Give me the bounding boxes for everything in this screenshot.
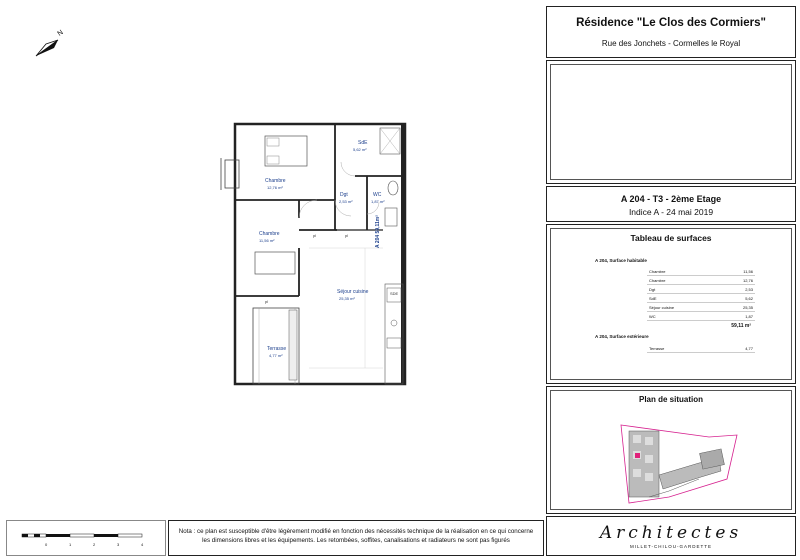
row-room: WC <box>647 312 720 321</box>
lot-block <box>546 186 796 222</box>
unit-side-label: A 204 59,11m² <box>375 215 381 248</box>
row-area: 5,62 <box>720 294 755 303</box>
surfaces-panel-inner <box>550 228 792 380</box>
exterior-table <box>647 344 755 353</box>
architect-logo: Architectes <box>599 523 743 543</box>
table-row <box>647 276 755 285</box>
architect-panel <box>546 516 796 556</box>
room-label-terrasse: Terrasse <box>267 346 287 352</box>
architect-subtitle: MILLET-CHILOU-GARDETTE <box>629 544 712 549</box>
row-room: Chambre <box>647 276 720 285</box>
room-area-chambre-1: 12,76 m² <box>267 185 283 190</box>
room-area-sde: 5,62 m² <box>353 147 367 152</box>
fixture-label-sde: SDE <box>390 291 399 296</box>
north-label: N <box>56 29 65 38</box>
row-room: Dgt <box>647 285 720 294</box>
row-area: 12,76 <box>720 276 755 285</box>
fixture-label-pl-1: pl <box>313 233 317 238</box>
table-row <box>647 344 755 353</box>
table-row <box>647 312 755 321</box>
floor-plan-drawing <box>215 118 415 393</box>
table-row <box>647 267 755 276</box>
surface-total: 59,11 m² <box>731 323 751 329</box>
scale-tick-1: 1 <box>69 542 72 547</box>
table-row <box>647 285 755 294</box>
blank-panel-inner <box>550 64 792 180</box>
row-area: 25,35 <box>720 303 755 312</box>
room-label-chambre-2: Chambre <box>259 231 280 237</box>
row-area: 11,56 <box>720 267 755 276</box>
floor-plan <box>215 118 415 393</box>
scale-tick-4: 4 <box>141 542 144 547</box>
north-arrow <box>32 30 72 60</box>
habitable-table <box>647 267 755 321</box>
scale-frame <box>6 520 166 556</box>
room-area-wc: 1,87 m² <box>371 199 385 204</box>
room-area-dgt: 2,53 m² <box>339 199 353 204</box>
habitable-heading: A 204, Surface habitable <box>595 258 647 263</box>
row-room: Chambre <box>647 267 720 276</box>
exterior-heading: A 204, Surface extérieure <box>595 334 649 339</box>
room-label-sde: SdE <box>358 140 368 146</box>
row-room: Séjour cuisine <box>647 303 720 312</box>
fixture-label-pl-3: pl <box>265 299 269 304</box>
fixture-label-pl-2: pl <box>345 233 349 238</box>
title-block <box>546 6 796 58</box>
residence-address: Rue des Jonchets - Cormelles le Royal <box>601 39 741 48</box>
row-room: SdE <box>647 294 720 303</box>
situation-panel <box>546 386 796 514</box>
blank-panel <box>546 60 796 184</box>
table-row <box>647 303 755 312</box>
lot-reference: A 204 - T3 - 2ème Etage <box>620 194 722 204</box>
disclaimer-note: Nota : ce plan est susceptible d'être légèrement modifié en fonction des nécessités technique de la réalisation en ce qui concerne les dimensions libres et les équipements. Les retombées, soffites, canalisations et radiateurs ne sont pas figurés <box>178 528 534 544</box>
row-area: 2,53 <box>720 285 755 294</box>
table-row <box>647 294 755 303</box>
situation-title: Plan de situation <box>638 395 703 404</box>
north-arrow-icon <box>32 30 72 60</box>
room-area-chambre-2: 11,56 m² <box>259 238 275 243</box>
room-label-chambre-1: Chambre <box>265 178 286 184</box>
room-area-sejour: 25,35 m² <box>339 296 355 301</box>
room-label-dgt: Dgt <box>340 192 348 198</box>
room-label-wc: WC <box>373 192 382 198</box>
scale-tick-2: 2 <box>93 542 96 547</box>
residence-title: Résidence "Le Clos des Cormiers" <box>576 17 766 29</box>
row-area: 4,77 <box>714 344 755 353</box>
room-label-sejour: Séjour cuisine <box>337 289 369 295</box>
surfaces-title: Tableau de surfaces <box>630 233 712 243</box>
situation-map <box>609 415 749 505</box>
situation-panel-inner <box>550 390 792 510</box>
lot-revision: Indice A - 24 mai 2019 <box>628 207 714 217</box>
scale-tick-0: 0 <box>45 542 48 547</box>
scale-tick-3: 3 <box>117 542 120 547</box>
surfaces-panel <box>546 224 796 384</box>
room-area-terrasse: 4,77 m² <box>269 353 283 358</box>
row-room: Terrasse <box>647 344 714 353</box>
note-panel <box>168 520 544 556</box>
row-area: 1,87 <box>720 312 755 321</box>
